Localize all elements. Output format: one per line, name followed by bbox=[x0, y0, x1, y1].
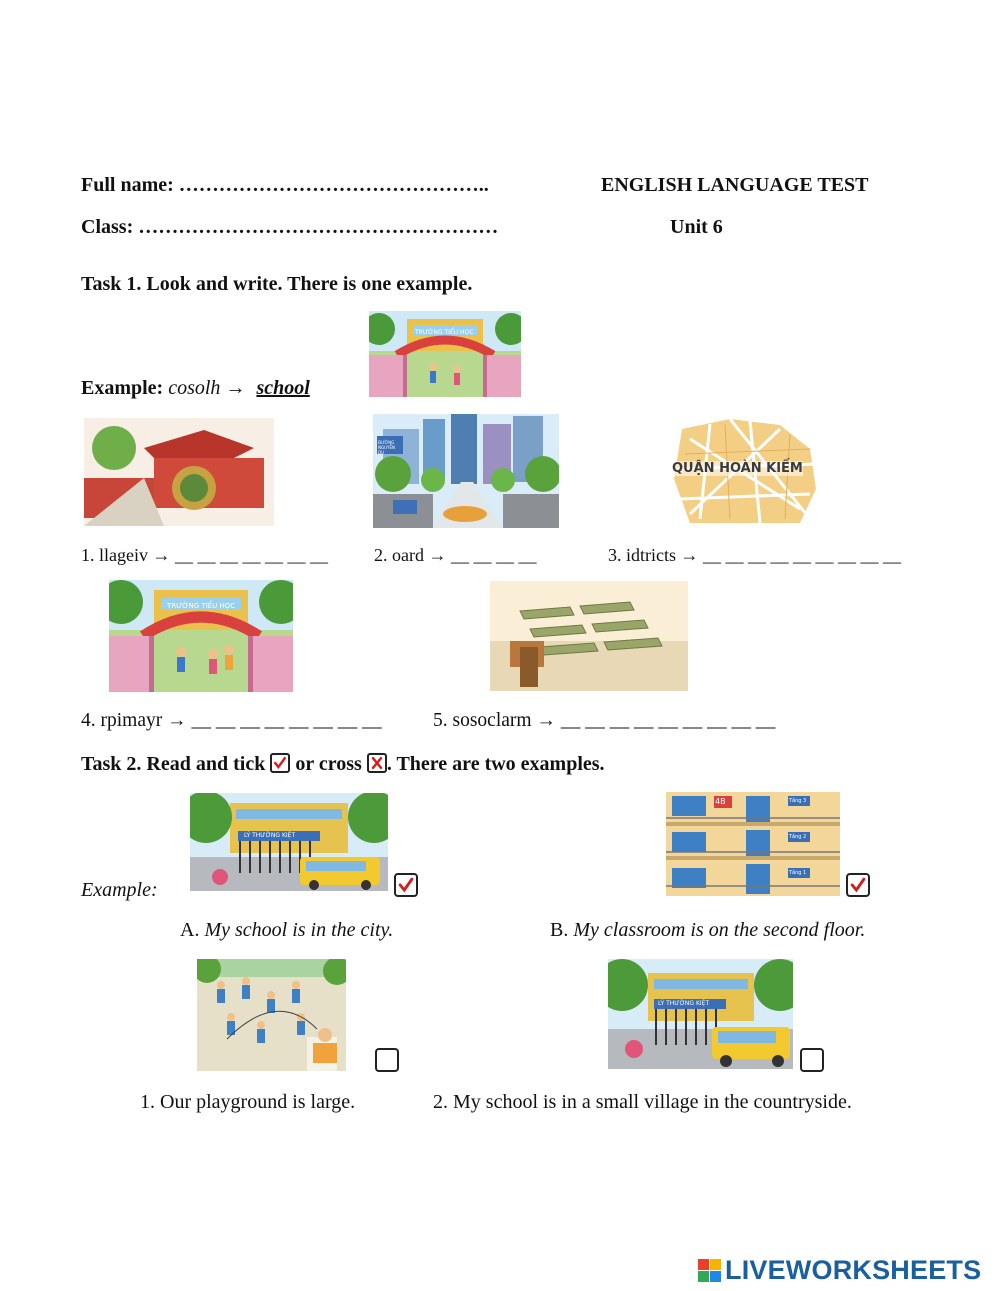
district-map-image bbox=[670, 419, 822, 525]
school-sign-4: LÝ THƯỜNG KIỆT bbox=[658, 1000, 710, 1007]
brand-name: LIVEWORKSHEETS bbox=[725, 1255, 982, 1285]
item-3-blanks[interactable]: __ __ __ __ __ __ __ __ __ bbox=[703, 545, 901, 565]
example-b-text: My classroom is on the second floor. bbox=[573, 919, 866, 941]
school-gate-image bbox=[369, 311, 521, 397]
q2-answer-box[interactable] bbox=[800, 1048, 824, 1072]
task1-example bbox=[81, 376, 310, 400]
task2-example-label: Example: bbox=[81, 879, 158, 901]
item-4 bbox=[81, 709, 382, 733]
liveworksheets-logo bbox=[698, 1255, 981, 1286]
item-1 bbox=[81, 544, 328, 566]
school-floors-image bbox=[666, 792, 840, 896]
item-4-text: 4. rpimayr → bbox=[81, 710, 187, 731]
item-2 bbox=[374, 544, 536, 566]
example-a-sentence bbox=[180, 918, 393, 942]
village-image bbox=[84, 418, 274, 526]
item-1-text: 1. llageiv → bbox=[81, 545, 171, 565]
city-school-image bbox=[190, 793, 388, 891]
example-b-sentence bbox=[550, 918, 865, 942]
school-sign: TRƯỜNG TIỂU HỌC bbox=[415, 329, 474, 336]
example-answer: school bbox=[256, 377, 310, 399]
floor-label-4b: 4B bbox=[715, 797, 726, 806]
floor-label-2: Tầng 2 bbox=[789, 834, 807, 840]
item-2-blanks[interactable]: __ __ __ __ bbox=[450, 545, 537, 565]
unit-label: Unit 6 bbox=[670, 216, 723, 238]
example-a-letter: A. bbox=[180, 919, 200, 941]
q1-sentence: 1. Our playground is large. bbox=[140, 1091, 356, 1113]
example-a-text: My school is in the city. bbox=[204, 919, 394, 941]
school-sign-3: LÝ THƯỜNG KIỆT bbox=[244, 832, 296, 839]
tick-sample-icon bbox=[270, 753, 290, 773]
item-4-blanks[interactable]: __ __ __ __ __ __ __ __ bbox=[191, 710, 382, 731]
item-5 bbox=[433, 709, 775, 733]
cross-sample-icon bbox=[367, 753, 387, 773]
primary-school-image bbox=[109, 580, 293, 692]
test-title: ENGLISH LANGUAGE TEST bbox=[601, 174, 869, 196]
school-sign-2: TRƯỜNG TIỂU HỌC bbox=[167, 602, 236, 610]
class-blank[interactable]: ……………………………………………… bbox=[138, 216, 499, 238]
playground-image bbox=[197, 959, 346, 1071]
classroom-image bbox=[490, 581, 688, 691]
example-b-letter: B. bbox=[550, 919, 569, 941]
task1-title: Task 1. Look and write. There is one example. bbox=[81, 273, 473, 295]
road-sign: ĐƯỜNG NGUYỄN DU bbox=[378, 440, 395, 455]
class-label: Class: bbox=[81, 216, 134, 238]
floor-label-3: Tầng 3 bbox=[789, 798, 807, 804]
task2-title-part1: Task 2. Read and tick bbox=[81, 753, 266, 775]
village-school-image bbox=[608, 959, 793, 1069]
item-5-text: 5. sosoclarm → bbox=[433, 710, 556, 731]
full-name-label: Full name: bbox=[81, 174, 174, 196]
item-2-text: 2. oard → bbox=[374, 545, 447, 565]
map-label: QUẬN HOÀN KIẾM bbox=[672, 461, 803, 476]
road-image bbox=[373, 414, 559, 528]
example-label: Example: bbox=[81, 377, 164, 399]
class-line bbox=[81, 215, 498, 239]
example-b-tick-box bbox=[846, 873, 870, 897]
q2-sentence: 2. My school is in a small village in the countryside. bbox=[433, 1091, 852, 1113]
item-5-blanks[interactable]: __ __ __ __ __ __ __ __ __ bbox=[560, 710, 776, 731]
brand-mark-icon bbox=[698, 1259, 721, 1282]
example-a-tick-box bbox=[394, 873, 418, 897]
item-1-blanks[interactable]: __ __ __ __ __ __ __ bbox=[174, 545, 328, 565]
full-name-line bbox=[81, 173, 489, 197]
task2-title-part2: or cross bbox=[295, 753, 362, 775]
task2-title bbox=[81, 752, 605, 776]
arrow: → bbox=[225, 377, 246, 399]
task2-title-part3: . There are two examples. bbox=[386, 753, 605, 775]
full-name-blank[interactable]: ……………………………………….. bbox=[178, 174, 489, 196]
example-word: cosolh bbox=[168, 377, 221, 399]
item-3-text: 3. idtricts → bbox=[608, 545, 699, 565]
floor-label-1: Tầng 1 bbox=[789, 870, 807, 876]
item-3 bbox=[608, 544, 901, 566]
q1-answer-box[interactable] bbox=[375, 1048, 399, 1072]
